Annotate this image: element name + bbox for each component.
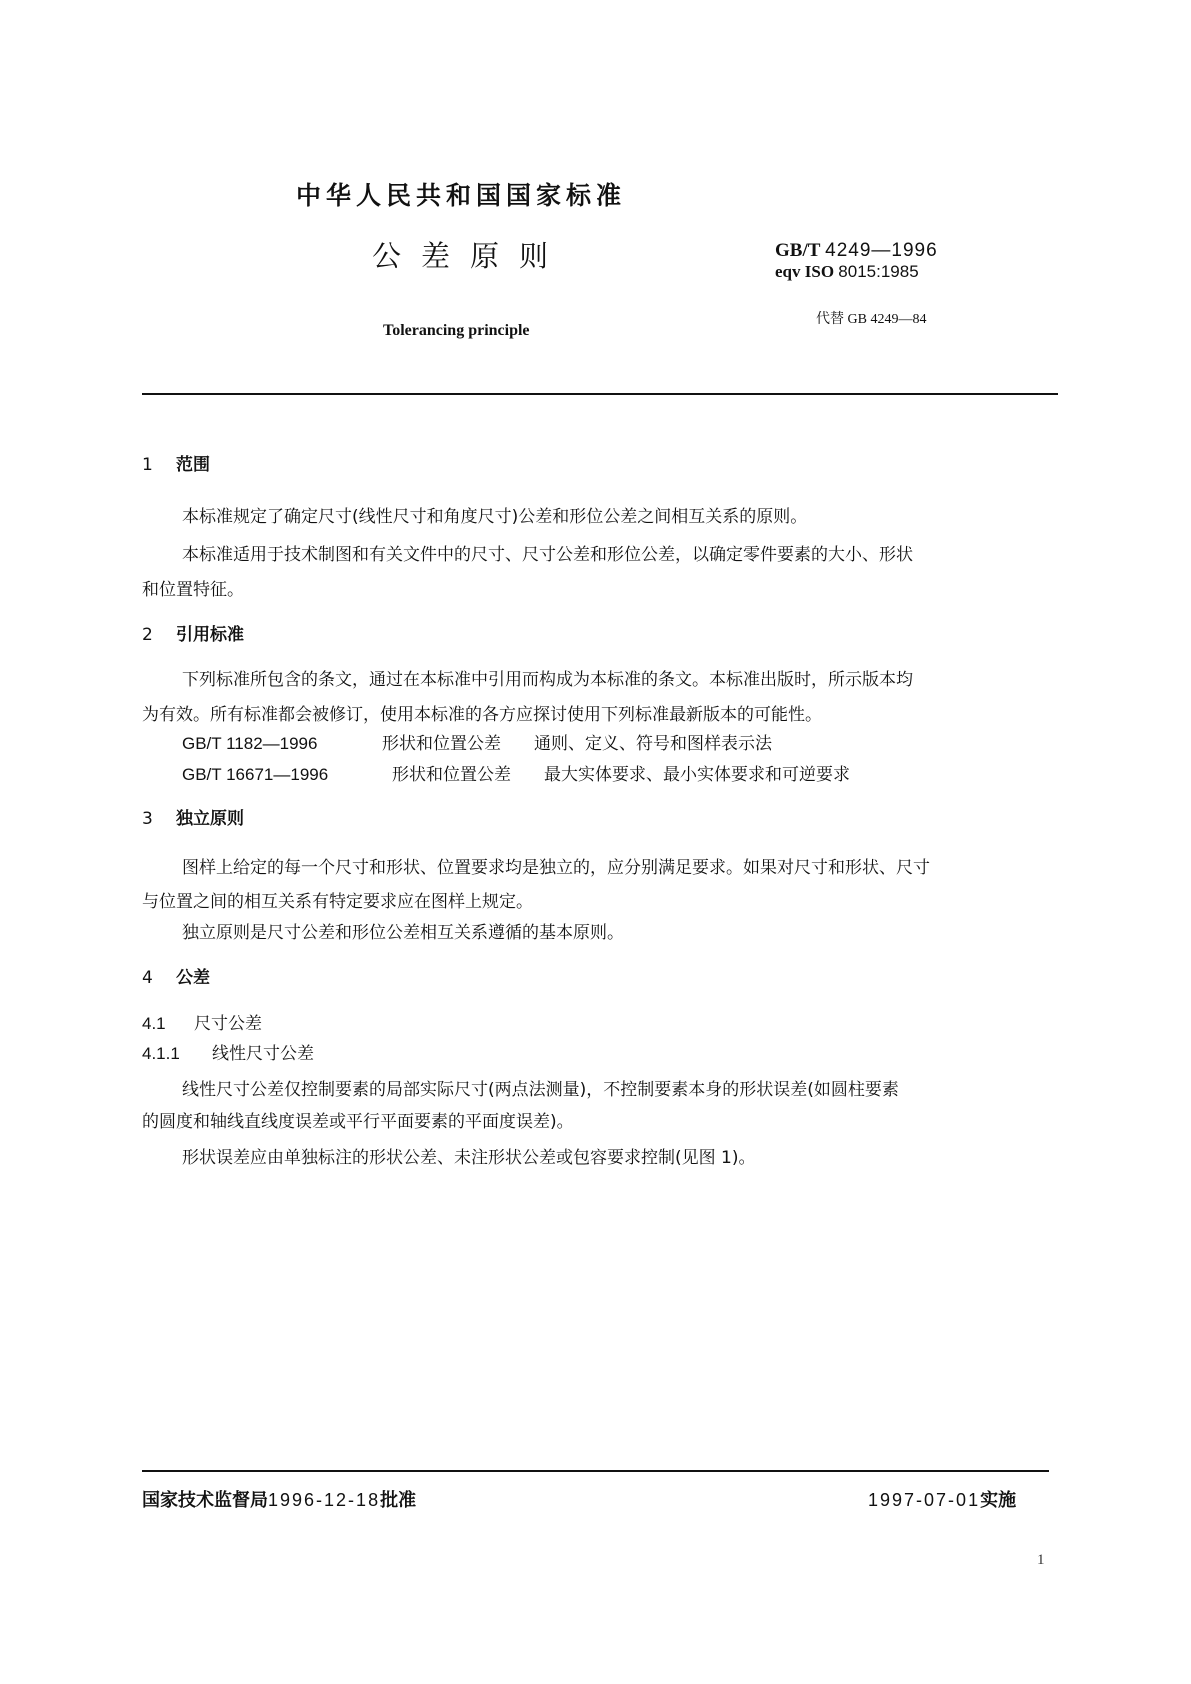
header-divider (142, 393, 1058, 395)
paragraph-continuation: 为有效。所有标准都会被修订，使用本标准的各方应探讨使用下列标准最新版本的可能性。 (142, 705, 822, 725)
reference-code: GB/T 16671—1996 (182, 765, 329, 784)
page-title: 公差原则 (372, 239, 569, 273)
section-title: 独立原则 (176, 809, 244, 829)
paragraph-continuation: 和位置特征。 (142, 580, 244, 600)
subsection-number: 4.1.1 (142, 1044, 180, 1063)
impl-date: 1997-07-01 (868, 1490, 981, 1510)
standard-code (775, 240, 938, 262)
approve-date: 1996-12-18 (268, 1490, 381, 1510)
reference-title: 形状和位置公差 (392, 765, 511, 785)
paragraph: 独立原则是尺寸公差和形位公差相互关系遵循的基本原则。 (182, 923, 624, 943)
section-title: 公差 (176, 968, 210, 988)
equivalent-standard (775, 262, 919, 282)
reference-item (182, 729, 772, 754)
paragraph: 本标准适用于技术制图和有关文件中的尺寸、尺寸公差和形位公差，以确定零件要素的大小、形状 (182, 545, 913, 565)
national-standard-heading: 中华人民共和国国家标准 (296, 181, 627, 210)
eqv-prefix: eqv (775, 262, 801, 281)
english-title: Tolerancing principle (383, 322, 530, 339)
approval-line (142, 1486, 416, 1512)
paragraph-continuation: 与位置之间的相互关系有特定要求应在图样上规定。 (142, 892, 533, 912)
paragraph: 形状误差应由单独标注的形状公差、未注形状公差或包容要求控制(见图 1)。 (182, 1148, 756, 1168)
subsection-4-1-1-heading (142, 1039, 314, 1064)
section-4-heading (142, 963, 210, 988)
subsection-title: 尺寸公差 (194, 1014, 262, 1034)
reference-title: 形状和位置公差 (382, 734, 501, 754)
code-prefix: GB/T (775, 240, 821, 261)
impl-suffix: 实施 (980, 1490, 1017, 1511)
approver: 国家技术监督局 (142, 1490, 268, 1511)
section-3-heading (142, 804, 244, 829)
section-number: 3 (142, 809, 153, 829)
eqv-org: ISO (804, 262, 835, 281)
section-2-heading (142, 620, 244, 645)
section-number: 4 (142, 968, 153, 988)
section-number: 1 (142, 455, 153, 475)
replaces-standard: 代替 GB 4249—84 (816, 312, 927, 327)
footer-divider (142, 1470, 1049, 1472)
paragraph: 下列标准所包含的条文，通过在本标准中引用而构成为本标准的条文。本标准出版时，所示版本均 (182, 670, 913, 690)
subsection-4-1-heading (142, 1009, 262, 1034)
paragraph: 线性尺寸公差仅控制要素的局部实际尺寸(两点法测量)，不控制要素本身的形状误差(如圆柱要素 (182, 1080, 899, 1100)
paragraph: 本标准规定了确定尺寸(线性尺寸和角度尺寸)公差和形位公差之间相互关系的原则。 (182, 507, 808, 527)
paragraph-continuation: 的圆度和轴线直线度误差或平行平面要素的平面度误差)。 (142, 1112, 574, 1132)
approve-suffix: 批准 (380, 1490, 417, 1511)
section-1-heading (142, 450, 210, 475)
paragraph: 图样上给定的每一个尺寸和形状、位置要求均是独立的，应分别满足要求。如果对尺寸和形状、尺寸 (182, 858, 930, 878)
subsection-number: 4.1 (142, 1014, 166, 1033)
page-number: 1 (1037, 1552, 1045, 1568)
reference-desc: 通则、定义、符号和图样表示法 (534, 734, 772, 754)
reference-desc: 最大实体要求、最小实体要求和可逆要求 (544, 765, 850, 785)
section-number: 2 (142, 625, 153, 645)
reference-code: GB/T 1182—1996 (182, 734, 318, 753)
section-title: 引用标准 (176, 625, 244, 645)
eqv-number: 8015:1985 (838, 262, 919, 281)
subsection-title: 线性尺寸公差 (212, 1044, 314, 1064)
section-title: 范围 (176, 455, 210, 475)
implementation-line (868, 1486, 1016, 1512)
reference-item (182, 760, 850, 785)
code-number: 4249—1996 (825, 240, 938, 261)
